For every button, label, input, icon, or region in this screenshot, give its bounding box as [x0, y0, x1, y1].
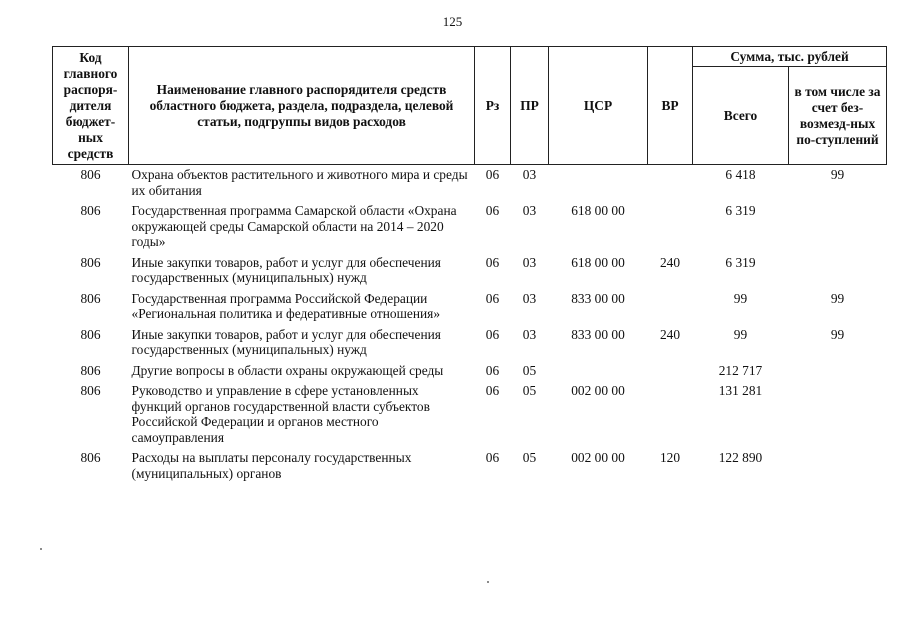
cell-total: 6 319: [725, 254, 756, 270]
table-row: [53, 289, 887, 325]
cell-rz: 06: [485, 450, 500, 465]
cell-vr: 240: [659, 326, 681, 342]
cell-rz: 06: [485, 290, 500, 306]
cell-total: 122 890: [718, 450, 763, 465]
cell-vr: 240: [659, 254, 681, 270]
cell-vr: [648, 361, 693, 382]
cell-free: [789, 201, 887, 253]
cell-pr: 03: [522, 254, 537, 270]
cell-csr: [549, 361, 648, 382]
cell-code: 806: [80, 326, 101, 342]
cell-pr: 05: [522, 383, 537, 398]
cell-free: [789, 361, 887, 382]
cell-code: 806: [80, 254, 101, 270]
cell-rz: 06: [485, 254, 500, 270]
table-row: [53, 381, 887, 448]
cell-name: Другие вопросы в области охраны окружающей среды: [131, 362, 444, 378]
header-sum-group: Сумма, тыс. рублей: [693, 47, 887, 67]
header-code: Код главного распоря-дителя бюджет-ных средств: [53, 47, 129, 165]
cell-total: 6 418: [725, 167, 756, 182]
cell-free: [789, 381, 887, 448]
cell-csr: 833 00 00: [571, 326, 625, 342]
cell-name: Государственная программа Российской Федерации «Региональная политика и федеративные отношения»: [131, 290, 441, 321]
cell-csr: 833 00 00: [571, 290, 625, 306]
cell-vr: 120: [659, 450, 681, 465]
table-row: [53, 325, 887, 361]
cell-pr: 03: [522, 290, 537, 306]
cell-vr: [648, 201, 693, 253]
cell-code: 806: [80, 290, 101, 306]
header-csr: ЦСР: [549, 47, 648, 165]
cell-free: [789, 253, 887, 289]
cell-rz: 06: [485, 203, 500, 218]
budget-table: [52, 46, 887, 484]
cell-name: Иные закупки товаров, работ и услуг для обеспечения государственных (муниципальных) нужд: [131, 326, 441, 357]
cell-rz: 06: [485, 362, 500, 378]
cell-pr: 03: [522, 203, 537, 218]
cell-total: 99: [733, 290, 748, 306]
scan-speck: [487, 581, 489, 583]
cell-pr: 03: [522, 167, 537, 182]
table-row: [53, 253, 887, 289]
cell-rz: 06: [485, 383, 500, 398]
cell-code: 806: [80, 362, 101, 378]
cell-free: 99: [830, 167, 845, 182]
cell-free: [789, 448, 887, 484]
table-header: [53, 47, 887, 165]
cell-csr: 618 00 00: [571, 254, 625, 270]
cell-csr: 002 00 00: [571, 450, 625, 465]
page-number: 125: [442, 14, 463, 29]
cell-code: 806: [80, 383, 101, 398]
header-pr: ПР: [511, 47, 549, 165]
cell-name: Государственная программа Самарской области «Охрана окружающей среды Самарской области на 2014 – 2020 годы»: [131, 203, 457, 249]
table-body: [53, 165, 887, 485]
cell-total: 131 281: [718, 383, 763, 398]
cell-pr: 05: [522, 450, 537, 465]
cell-code: 806: [80, 167, 101, 182]
header-name: Наименование главного распорядителя средств областного бюджета, раздела, подраздела, целевой статьи, подгруппы видов расходов: [129, 47, 475, 165]
cell-csr: [549, 165, 648, 202]
cell-name: Охрана объектов растительного и животного мира и среды их обитания: [131, 167, 468, 198]
cell-free: 99: [830, 290, 845, 306]
cell-csr: 618 00 00: [571, 203, 625, 218]
cell-vr: [648, 381, 693, 448]
header-total: Всего: [693, 67, 789, 165]
cell-vr: [648, 289, 693, 325]
table-row: [53, 165, 887, 202]
cell-rz: 06: [485, 326, 500, 342]
table-row: [53, 201, 887, 253]
header-free: в том числе за счет без-возмезд-ных по-ступлений: [789, 67, 887, 165]
cell-name: Руководство и управление в сфере установленных функций органов государственной власти субъектов Российской Федерации и органов местного самоуправления: [131, 383, 430, 445]
cell-code: 806: [80, 203, 101, 218]
header-rz: Рз: [475, 47, 511, 165]
header-vr: ВР: [648, 47, 693, 165]
cell-code: 806: [80, 450, 101, 465]
cell-total: 99: [733, 326, 748, 342]
cell-csr: 002 00 00: [571, 383, 625, 398]
table-row: [53, 361, 887, 382]
cell-name: Расходы на выплаты персоналу государственных (муниципальных) органов: [131, 450, 412, 481]
cell-pr: 05: [522, 362, 537, 378]
cell-total: 6 319: [725, 203, 756, 218]
scan-speck: [40, 548, 42, 550]
cell-pr: 03: [522, 326, 537, 342]
cell-total: 212 717: [718, 362, 763, 378]
cell-free: 99: [830, 326, 845, 342]
table-row: [53, 448, 887, 484]
cell-vr: [648, 165, 693, 202]
cell-name: Иные закупки товаров, работ и услуг для обеспечения государственных (муниципальных) нужд: [131, 254, 441, 285]
cell-rz: 06: [485, 167, 500, 182]
